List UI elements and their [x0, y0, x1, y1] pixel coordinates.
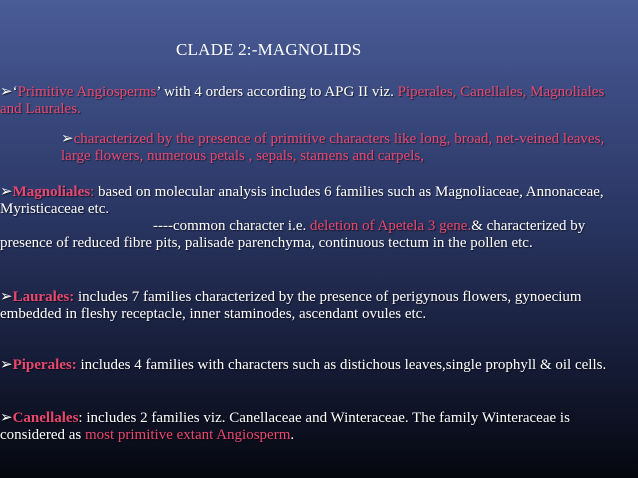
paragraph-piperales	[0, 357, 628, 374]
arrow-bullet-icon: ➢	[61, 131, 74, 147]
sub-bullet-characters	[61, 131, 631, 165]
magnoliales-colon: :	[90, 184, 95, 200]
common-character-prefix: ----common character i.e.	[153, 218, 310, 234]
arrow-bullet-icon: ➢	[0, 410, 13, 426]
canellales-end: .	[290, 427, 295, 443]
most-primitive-angiosperm: most primitive extant Angiosperm	[84, 427, 291, 443]
arrow-bullet-icon: ➢	[0, 289, 13, 305]
paragraph-primitive-angiosperms	[0, 84, 628, 118]
label-laurales: Laurales:	[12, 289, 75, 305]
label-canellales: Canellales	[12, 410, 79, 426]
paragraph-canellales	[0, 410, 628, 444]
slide-title: CLADE 2:-MAGNOLIDS	[176, 40, 362, 59]
laurales-text: includes 7 families characterized by the presence of perigynous flowers, gynoecium embedded in fleshy receptacle, inner staminodes, ascendant ovules etc.	[0, 289, 582, 322]
label-magnoliales: Magnoliales	[12, 184, 91, 200]
orders-list: Piperales, Canellales, Magnoliales and Laurales.	[0, 84, 605, 117]
arrow-bullet-icon: ➢	[0, 184, 13, 200]
common-character-suffix: & characterized by presence of reduced fibre pits, palisade parenchyma, continuous tectum in the pollen etc.	[0, 218, 586, 251]
magnoliales-text: based on molecular analysis includes 6 families such as Magnoliaceae, Annonaceae, Myristicaceae etc.	[0, 184, 604, 217]
open-quote: ‘	[12, 84, 18, 100]
piperales-text: includes 4 families with characters such as distichous leaves,single prophyll & oil cells.	[76, 357, 607, 373]
arrow-bullet-icon: ➢	[0, 357, 13, 373]
paragraph-magnoliales	[0, 184, 628, 252]
label-piperales: Piperales:	[12, 357, 77, 373]
apg-text: ’ with 4 orders according to APG II viz.	[156, 84, 398, 100]
paragraph-laurales	[0, 289, 628, 323]
canellales-text: : includes 2 families viz. Canellaceae and Winteraceae. The family Winteraceae is considered as	[0, 410, 570, 443]
sub-bullet-text: characterized by the presence of primitive characters like long, broad, net-veined leaves, large flowers, numerous petals , sepals, stamens and carpels,	[61, 131, 605, 164]
arrow-bullet-icon: ➢	[0, 84, 13, 100]
term-primitive-angiosperms: Primitive Angiosperms	[17, 84, 157, 100]
apetela-deletion: deletion of Apetela 3 gene.	[310, 218, 472, 234]
